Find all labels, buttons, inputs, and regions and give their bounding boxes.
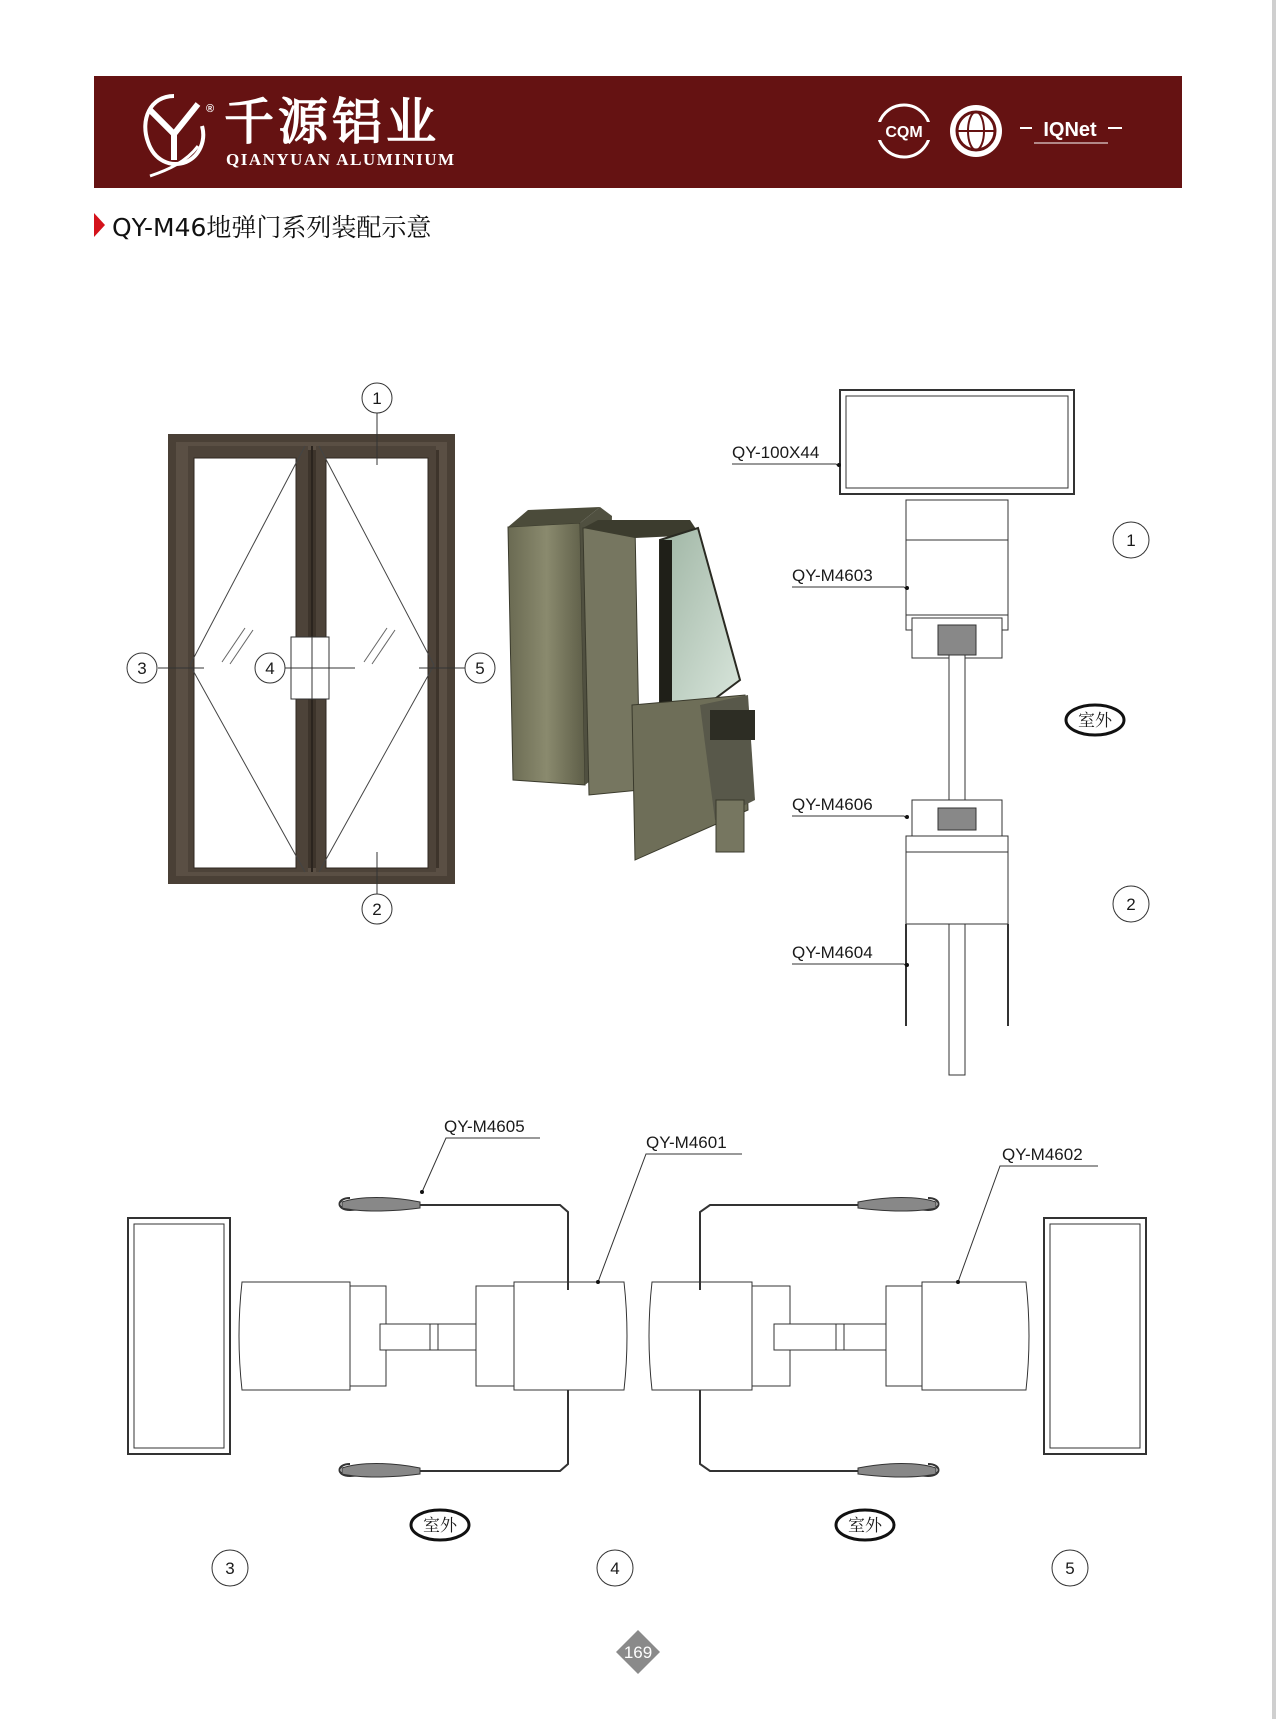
svg-text:5: 5 xyxy=(1065,1559,1075,1578)
horizontal-section xyxy=(128,1138,1146,1477)
svg-text:4: 4 xyxy=(265,659,275,678)
profile-3d-render xyxy=(508,507,755,860)
svg-text:3: 3 xyxy=(137,659,147,678)
page-title: QY-M46地弹门系列装配示意 xyxy=(112,213,432,242)
callout-3-elevation xyxy=(127,653,157,683)
label-qy-m4602: QY-M4602 xyxy=(1002,1145,1083,1164)
callout-2-elevation xyxy=(362,894,392,924)
door-elevation xyxy=(158,400,467,897)
outdoor-badge-left xyxy=(411,1510,469,1540)
svg-text:室外: 室外 xyxy=(423,1516,457,1535)
label-qy-100x44: QY-100X44 xyxy=(732,443,820,462)
callout-4-elevation xyxy=(255,653,285,683)
callout-1-section xyxy=(1113,522,1149,558)
cqm-label: CQM xyxy=(885,124,923,141)
registered-mark: ® xyxy=(206,103,215,115)
svg-text:2: 2 xyxy=(1126,895,1136,914)
label-qy-m4601: QY-M4601 xyxy=(646,1133,727,1152)
svg-text:室外: 室外 xyxy=(1078,711,1112,730)
vertical-section xyxy=(732,390,1074,1075)
svg-text:5: 5 xyxy=(475,659,485,678)
callout-4-section xyxy=(597,1550,633,1586)
svg-text:2: 2 xyxy=(372,900,382,919)
svg-text:室外: 室外 xyxy=(848,1516,882,1535)
label-qy-m4603: QY-M4603 xyxy=(792,566,873,585)
svg-text:4: 4 xyxy=(610,1559,620,1578)
outdoor-badge-vertical xyxy=(1066,705,1124,735)
label-qy-m4605: QY-M4605 xyxy=(444,1117,525,1136)
callout-1-elevation xyxy=(362,383,392,413)
outdoor-badge-right xyxy=(836,1510,894,1540)
svg-text:1: 1 xyxy=(372,389,382,408)
label-qy-m4604: QY-M4604 xyxy=(792,943,873,962)
callout-3-section xyxy=(212,1550,248,1586)
svg-text:1: 1 xyxy=(1126,531,1136,550)
brand-name-cn: 千源铝业 xyxy=(224,93,440,151)
page-number-badge xyxy=(616,1630,660,1674)
callout-2-section xyxy=(1113,886,1149,922)
svg-text:3: 3 xyxy=(225,1559,235,1578)
page-number: 169 xyxy=(623,1643,653,1662)
label-qy-m4606: QY-M4606 xyxy=(792,795,873,814)
callout-5-elevation xyxy=(465,653,495,683)
callout-5-section xyxy=(1052,1550,1088,1586)
brand-name-en: QIANYUAN ALUMINIUM xyxy=(226,150,456,169)
iqnet-label: IQNet xyxy=(1043,119,1097,141)
